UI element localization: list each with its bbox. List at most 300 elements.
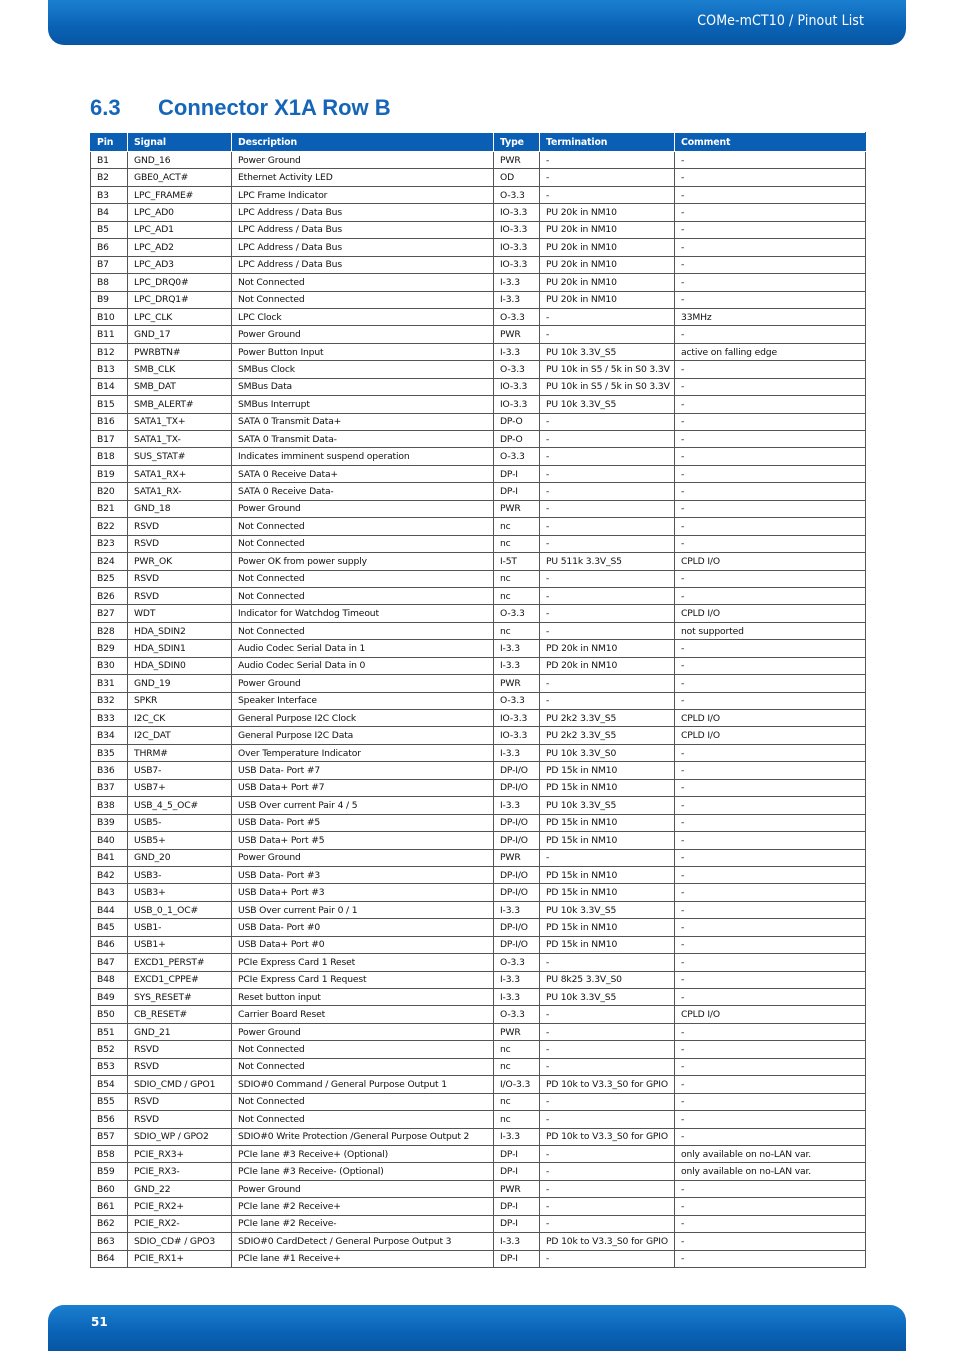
cell-description: General Purpose I2C Data <box>232 727 494 744</box>
table-row <box>91 326 866 343</box>
section-number: 6.3 <box>90 95 121 120</box>
cell-pin: B38 <box>91 797 128 814</box>
cell-description: Not Connected <box>232 291 494 308</box>
table-row <box>91 919 866 936</box>
cell-signal: GND_17 <box>128 326 232 343</box>
cell-description: Audio Codec Serial Data in 1 <box>232 640 494 657</box>
cell-termination: - <box>540 692 675 709</box>
cell-termination: PD 15k in NM10 <box>540 832 675 849</box>
cell-type: O-3.3 <box>494 361 540 378</box>
cell-pin: B27 <box>91 605 128 622</box>
cell-description: SMBus Data <box>232 378 494 395</box>
cell-pin: B61 <box>91 1198 128 1215</box>
cell-description: PCIe lane #2 Receive- <box>232 1215 494 1232</box>
cell-description: SDIO#0 Command / General Purpose Output 1 <box>232 1076 494 1093</box>
cell-termination: - <box>540 518 675 535</box>
cell-signal: I2C_DAT <box>128 727 232 744</box>
table-row <box>91 1093 866 1110</box>
cell-pin: B56 <box>91 1111 128 1128</box>
cell-termination: - <box>540 186 675 203</box>
cell-type: nc <box>494 1041 540 1058</box>
cell-comment: - <box>675 779 866 796</box>
cell-description: SATA 0 Receive Data+ <box>232 465 494 482</box>
cell-termination: PD 20k in NM10 <box>540 640 675 657</box>
cell-comment: - <box>675 326 866 343</box>
cell-description: USB Data+ Port #3 <box>232 884 494 901</box>
cell-type: DP-I/O <box>494 866 540 883</box>
cell-signal: PCIE_RX3- <box>128 1163 232 1180</box>
cell-signal: LPC_FRAME# <box>128 186 232 203</box>
cell-pin: B35 <box>91 744 128 761</box>
cell-termination: PU 2k2 3.3V_S5 <box>540 727 675 744</box>
cell-description: Not Connected <box>232 570 494 587</box>
cell-comment: - <box>675 448 866 465</box>
cell-signal: SUS_STAT# <box>128 448 232 465</box>
cell-termination: PD 15k in NM10 <box>540 762 675 779</box>
cell-description: Not Connected <box>232 1111 494 1128</box>
cell-description: Not Connected <box>232 535 494 552</box>
cell-termination: - <box>540 465 675 482</box>
document-title: COMe-mCT10 / Pinout List <box>697 13 864 29</box>
cell-type: I-3.3 <box>494 274 540 291</box>
cell-termination: PU 8k25 3.3V_S0 <box>540 971 675 988</box>
cell-description: USB Data- Port #0 <box>232 919 494 936</box>
table-row <box>91 396 866 413</box>
cell-termination: - <box>540 1215 675 1232</box>
cell-signal: EXCD1_CPPE# <box>128 971 232 988</box>
cell-description: USB Data- Port #7 <box>232 762 494 779</box>
cell-signal: GBE0_ACT# <box>128 169 232 186</box>
cell-type: DP-I <box>494 465 540 482</box>
cell-signal: RSVD <box>128 518 232 535</box>
cell-termination: - <box>540 413 675 430</box>
cell-signal: HDA_SDIN1 <box>128 640 232 657</box>
table-row <box>91 1250 866 1267</box>
table-row <box>91 291 866 308</box>
cell-pin: B20 <box>91 483 128 500</box>
cell-description: LPC Address / Data Bus <box>232 204 494 221</box>
cell-type: nc <box>494 1111 540 1128</box>
cell-comment: - <box>675 1041 866 1058</box>
cell-type: PWR <box>494 152 540 169</box>
cell-description: LPC Address / Data Bus <box>232 239 494 256</box>
cell-description: Not Connected <box>232 1093 494 1110</box>
table-row <box>91 1058 866 1075</box>
cell-signal: LPC_DRQ1# <box>128 291 232 308</box>
cell-signal: CB_RESET# <box>128 1006 232 1023</box>
cell-signal: PWR_OK <box>128 553 232 570</box>
cell-termination: PU 20k in NM10 <box>540 291 675 308</box>
cell-termination: PU 20k in NM10 <box>540 239 675 256</box>
cell-termination: PU 20k in NM10 <box>540 204 675 221</box>
cell-pin: B63 <box>91 1233 128 1250</box>
cell-type: DP-O <box>494 413 540 430</box>
cell-comment: - <box>675 204 866 221</box>
section-heading <box>90 95 391 121</box>
cell-pin: B40 <box>91 832 128 849</box>
cell-signal: RSVD <box>128 1041 232 1058</box>
cell-type: I-5T <box>494 553 540 570</box>
table-row <box>91 221 866 238</box>
cell-pin: B58 <box>91 1145 128 1162</box>
cell-pin: B45 <box>91 919 128 936</box>
table-row <box>91 1215 866 1232</box>
cell-description: PCIe Express Card 1 Request <box>232 971 494 988</box>
cell-pin: B39 <box>91 814 128 831</box>
cell-comment: only available on no-LAN var. <box>675 1145 866 1162</box>
cell-type: IO-3.3 <box>494 710 540 727</box>
table-row <box>91 849 866 866</box>
cell-signal: PCIE_RX2- <box>128 1215 232 1232</box>
cell-pin: B10 <box>91 308 128 325</box>
table-row <box>91 814 866 831</box>
cell-signal: HDA_SDIN2 <box>128 622 232 639</box>
cell-type: DP-I/O <box>494 919 540 936</box>
cell-signal: SDIO_WP / GPO2 <box>128 1128 232 1145</box>
cell-type: PWR <box>494 326 540 343</box>
cell-description: USB Data- Port #3 <box>232 866 494 883</box>
footer-bar <box>48 1305 906 1351</box>
cell-pin: B51 <box>91 1023 128 1040</box>
cell-signal: LPC_AD3 <box>128 256 232 273</box>
cell-description: Not Connected <box>232 1041 494 1058</box>
cell-type: O-3.3 <box>494 954 540 971</box>
table-row <box>91 866 866 883</box>
cell-comment: - <box>675 692 866 709</box>
cell-termination: - <box>540 675 675 692</box>
cell-description: PCIe lane #2 Receive+ <box>232 1198 494 1215</box>
cell-type: DP-I/O <box>494 884 540 901</box>
cell-comment: - <box>675 832 866 849</box>
cell-termination: - <box>540 1145 675 1162</box>
table-row <box>91 553 866 570</box>
cell-description: PCIe lane #3 Receive+ (Optional) <box>232 1145 494 1162</box>
cell-signal: PWRBTN# <box>128 343 232 360</box>
cell-description: SATA 0 Receive Data- <box>232 483 494 500</box>
cell-description: PCIe Express Card 1 Reset <box>232 954 494 971</box>
page-number: 51 <box>91 1315 108 1329</box>
cell-signal: LPC_AD1 <box>128 221 232 238</box>
table-row <box>91 169 866 186</box>
cell-pin: B32 <box>91 692 128 709</box>
cell-description: Over Temperature Indicator <box>232 744 494 761</box>
cell-description: Not Connected <box>232 518 494 535</box>
cell-comment: not supported <box>675 622 866 639</box>
table-row <box>91 1128 866 1145</box>
cell-type: I-3.3 <box>494 291 540 308</box>
section-title: Connector X1A Row B <box>158 95 391 120</box>
cell-type: IO-3.3 <box>494 727 540 744</box>
cell-type: I-3.3 <box>494 1128 540 1145</box>
table-row <box>91 186 866 203</box>
cell-type: I-3.3 <box>494 640 540 657</box>
cell-pin: B1 <box>91 152 128 169</box>
cell-signal: RSVD <box>128 1058 232 1075</box>
cell-pin: B3 <box>91 186 128 203</box>
cell-signal: USB5- <box>128 814 232 831</box>
cell-comment: - <box>675 954 866 971</box>
cell-pin: B19 <box>91 465 128 482</box>
cell-description: USB Data+ Port #0 <box>232 936 494 953</box>
cell-termination: - <box>540 849 675 866</box>
cell-signal: SATA1_RX+ <box>128 465 232 482</box>
cell-description: Power Ground <box>232 152 494 169</box>
cell-signal: SMB_ALERT# <box>128 396 232 413</box>
column-header-comment: Comment <box>675 133 866 152</box>
cell-description: PCIe lane #1 Receive+ <box>232 1250 494 1267</box>
cell-type: DP-O <box>494 431 540 448</box>
cell-comment: only available on no-LAN var. <box>675 1163 866 1180</box>
cell-pin: B21 <box>91 500 128 517</box>
cell-pin: B25 <box>91 570 128 587</box>
cell-description: USB Over current Pair 4 / 5 <box>232 797 494 814</box>
cell-termination: PU 10k 3.3V_S5 <box>540 797 675 814</box>
cell-description: Not Connected <box>232 587 494 604</box>
cell-comment: - <box>675 239 866 256</box>
cell-signal: SPKR <box>128 692 232 709</box>
cell-comment: - <box>675 971 866 988</box>
table-row <box>91 587 866 604</box>
table-row <box>91 1076 866 1093</box>
cell-termination: PU 511k 3.3V_S5 <box>540 553 675 570</box>
cell-comment: - <box>675 186 866 203</box>
cell-pin: B24 <box>91 553 128 570</box>
cell-pin: B17 <box>91 431 128 448</box>
cell-pin: B49 <box>91 989 128 1006</box>
cell-comment: - <box>675 587 866 604</box>
cell-termination: PU 2k2 3.3V_S5 <box>540 710 675 727</box>
cell-description: Not Connected <box>232 274 494 291</box>
cell-type: O-3.3 <box>494 186 540 203</box>
cell-signal: LPC_CLK <box>128 308 232 325</box>
cell-signal: USB1+ <box>128 936 232 953</box>
table-row <box>91 762 866 779</box>
cell-description: Speaker Interface <box>232 692 494 709</box>
cell-termination: - <box>540 448 675 465</box>
cell-comment: - <box>675 221 866 238</box>
cell-type: nc <box>494 518 540 535</box>
cell-signal: SYS_RESET# <box>128 989 232 1006</box>
cell-type: OD <box>494 169 540 186</box>
cell-type: IO-3.3 <box>494 396 540 413</box>
cell-description: Not Connected <box>232 1058 494 1075</box>
table-row <box>91 884 866 901</box>
cell-termination: PU 10k 3.3V_S5 <box>540 901 675 918</box>
cell-pin: B16 <box>91 413 128 430</box>
cell-termination: PU 10k in S5 / 5k in S0 3.3V <box>540 361 675 378</box>
cell-pin: B42 <box>91 866 128 883</box>
cell-comment: CPLD I/O <box>675 1006 866 1023</box>
cell-pin: B12 <box>91 343 128 360</box>
table-row <box>91 535 866 552</box>
cell-type: I-3.3 <box>494 744 540 761</box>
cell-termination: - <box>540 1198 675 1215</box>
table-row <box>91 1180 866 1197</box>
table-body <box>91 152 866 1268</box>
cell-comment: - <box>675 657 866 674</box>
table-row <box>91 518 866 535</box>
cell-description: Indicator for Watchdog Timeout <box>232 605 494 622</box>
cell-pin: B48 <box>91 971 128 988</box>
table-row <box>91 710 866 727</box>
table-row <box>91 797 866 814</box>
cell-signal: GND_16 <box>128 152 232 169</box>
cell-signal: THRM# <box>128 744 232 761</box>
cell-comment: - <box>675 675 866 692</box>
cell-termination: - <box>540 1006 675 1023</box>
column-header-type: Type <box>494 133 540 152</box>
cell-pin: B22 <box>91 518 128 535</box>
table-header-row <box>91 133 866 152</box>
cell-description: USB Data+ Port #5 <box>232 832 494 849</box>
cell-comment: CPLD I/O <box>675 605 866 622</box>
cell-pin: B18 <box>91 448 128 465</box>
cell-comment: - <box>675 500 866 517</box>
cell-comment: - <box>675 1128 866 1145</box>
cell-signal: USB_0_1_OC# <box>128 901 232 918</box>
cell-pin: B33 <box>91 710 128 727</box>
cell-termination: - <box>540 1041 675 1058</box>
cell-description: USB Data+ Port #7 <box>232 779 494 796</box>
cell-comment: - <box>675 849 866 866</box>
cell-type: DP-I/O <box>494 762 540 779</box>
table-row <box>91 640 866 657</box>
cell-type: nc <box>494 1058 540 1075</box>
cell-pin: B50 <box>91 1006 128 1023</box>
cell-comment: 33MHz <box>675 308 866 325</box>
cell-signal: LPC_AD0 <box>128 204 232 221</box>
cell-description: Power OK from power supply <box>232 553 494 570</box>
cell-signal: GND_18 <box>128 500 232 517</box>
table-row <box>91 500 866 517</box>
table-row <box>91 1163 866 1180</box>
cell-signal: RSVD <box>128 570 232 587</box>
cell-description: SDIO#0 CardDetect / General Purpose Output 3 <box>232 1233 494 1250</box>
cell-termination: PD 15k in NM10 <box>540 884 675 901</box>
cell-comment: - <box>675 989 866 1006</box>
table-row <box>91 448 866 465</box>
cell-comment: - <box>675 936 866 953</box>
cell-type: IO-3.3 <box>494 256 540 273</box>
cell-termination: PU 20k in NM10 <box>540 221 675 238</box>
cell-description: General Purpose I2C Clock <box>232 710 494 727</box>
cell-comment: - <box>675 413 866 430</box>
cell-description: Power Ground <box>232 326 494 343</box>
cell-description: Reset button input <box>232 989 494 1006</box>
table-row <box>91 1023 866 1040</box>
table-row <box>91 936 866 953</box>
cell-pin: B52 <box>91 1041 128 1058</box>
table-row <box>91 274 866 291</box>
cell-signal: USB1- <box>128 919 232 936</box>
cell-comment: - <box>675 152 866 169</box>
table-row <box>91 989 866 1006</box>
cell-termination: - <box>540 500 675 517</box>
cell-pin: B47 <box>91 954 128 971</box>
cell-type: I-3.3 <box>494 989 540 1006</box>
cell-type: IO-3.3 <box>494 239 540 256</box>
cell-comment: - <box>675 570 866 587</box>
cell-termination: - <box>540 1180 675 1197</box>
cell-signal: USB5+ <box>128 832 232 849</box>
cell-signal: GND_20 <box>128 849 232 866</box>
table-row <box>91 256 866 273</box>
cell-signal: RSVD <box>128 535 232 552</box>
table-row <box>91 239 866 256</box>
cell-pin: B5 <box>91 221 128 238</box>
table-row <box>91 779 866 796</box>
cell-signal: USB7- <box>128 762 232 779</box>
cell-pin: B6 <box>91 239 128 256</box>
cell-termination: - <box>540 1023 675 1040</box>
cell-comment: - <box>675 762 866 779</box>
cell-termination: - <box>540 431 675 448</box>
table-row <box>91 954 866 971</box>
table-row <box>91 832 866 849</box>
cell-comment: - <box>675 274 866 291</box>
column-header-signal: Signal <box>128 133 232 152</box>
cell-comment: - <box>675 1198 866 1215</box>
cell-description: LPC Frame Indicator <box>232 186 494 203</box>
table-row <box>91 1233 866 1250</box>
cell-termination: PD 15k in NM10 <box>540 814 675 831</box>
cell-description: USB Data- Port #5 <box>232 814 494 831</box>
cell-type: O-3.3 <box>494 1006 540 1023</box>
cell-type: O-3.3 <box>494 692 540 709</box>
table-row <box>91 343 866 360</box>
cell-type: O-3.3 <box>494 308 540 325</box>
table-row <box>91 465 866 482</box>
table-row <box>91 152 866 169</box>
cell-termination: PD 15k in NM10 <box>540 779 675 796</box>
cell-type: I-3.3 <box>494 657 540 674</box>
table-row <box>91 204 866 221</box>
cell-termination: PD 20k in NM10 <box>540 657 675 674</box>
cell-comment: - <box>675 291 866 308</box>
cell-description: Audio Codec Serial Data in 0 <box>232 657 494 674</box>
cell-comment: - <box>675 518 866 535</box>
cell-signal: USB_4_5_OC# <box>128 797 232 814</box>
cell-type: I-3.3 <box>494 343 540 360</box>
cell-comment: - <box>675 1093 866 1110</box>
cell-description: SDIO#0 Write Protection /General Purpose Output 2 <box>232 1128 494 1145</box>
cell-termination: - <box>540 1250 675 1267</box>
cell-pin: B29 <box>91 640 128 657</box>
cell-description: Power Ground <box>232 500 494 517</box>
cell-termination: PU 10k 3.3V_S5 <box>540 396 675 413</box>
cell-description: LPC Clock <box>232 308 494 325</box>
cell-pin: B43 <box>91 884 128 901</box>
cell-signal: SMB_CLK <box>128 361 232 378</box>
cell-comment: CPLD I/O <box>675 553 866 570</box>
cell-comment: - <box>675 640 866 657</box>
header-bar <box>48 0 906 45</box>
table-row <box>91 1145 866 1162</box>
cell-pin: B11 <box>91 326 128 343</box>
cell-pin: B53 <box>91 1058 128 1075</box>
cell-type: nc <box>494 535 540 552</box>
cell-pin: B41 <box>91 849 128 866</box>
cell-termination: - <box>540 1058 675 1075</box>
cell-pin: B28 <box>91 622 128 639</box>
cell-description: USB Over current Pair 0 / 1 <box>232 901 494 918</box>
cell-type: I-3.3 <box>494 797 540 814</box>
cell-signal: RSVD <box>128 1093 232 1110</box>
cell-type: I-3.3 <box>494 1233 540 1250</box>
cell-pin: B60 <box>91 1180 128 1197</box>
cell-comment: - <box>675 1233 866 1250</box>
cell-pin: B7 <box>91 256 128 273</box>
